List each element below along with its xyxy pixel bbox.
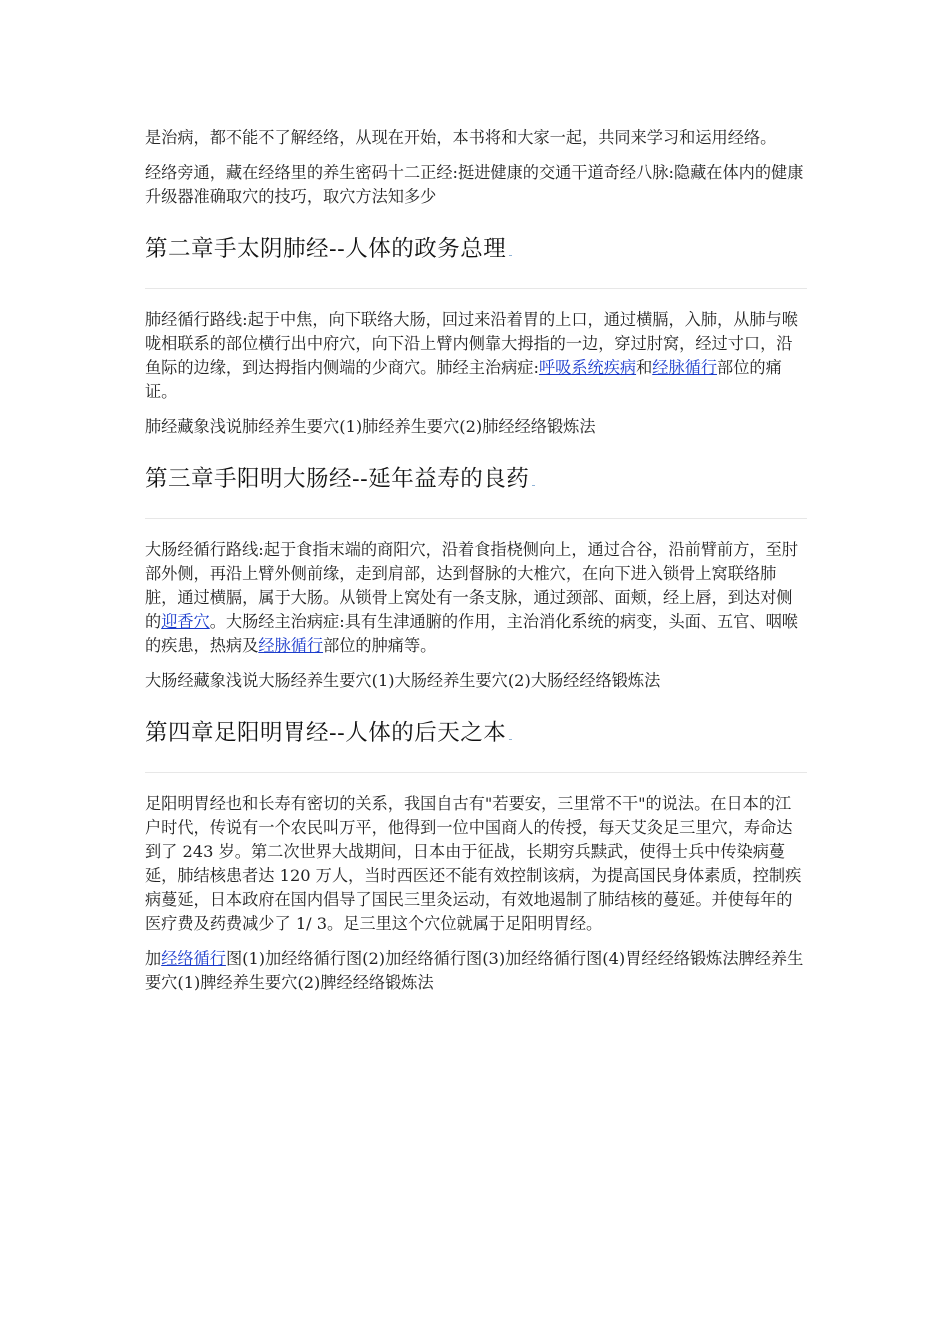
chapter-2-body-text-c: 部位的痛证。 [145,358,782,401]
spacer [145,704,807,718]
intro-paragraph-2: 经络旁通，藏在经络里的养生密码十二正经:挺进健康的交通干道奇经八脉:隐藏在体内的健康升级器准确取穴的技巧，取穴方法知多少 [145,163,804,206]
chapter-2-title-text: 第二章手太阴肺经--人体的政务总理 [145,236,507,262]
chapter-4-title-text: 第四章足阳明胃经--人体的后天之本 [145,720,507,746]
title-anchor-mark [509,739,512,740]
chapter-2-body-text-b: 和 [636,358,653,377]
chapter-3-body-text-a: 大肠经循行路线:起于食指末端的商阳穴，沿着食指桡侧向上，通过合谷，沿前臂前方，至肘部外侧，再沿上臂外侧前缘，走到肩部，达到督脉的大椎穴，在向下进入锁骨上窝联络肺脏，通过横膈，属于大肠。从锁骨上窝处有一条支脉，通过颈部、面颊，经上唇，到达对侧的 [145,540,798,631]
chapter-4-body: 足阳明胃经也和长寿有密切的关系，我国自古有"若要安，三里常不干"的说法。在日本的江户时代，传说有一个农民叫万平，他得到一位中国商人的传授，每天艾灸足三里穴，寿命达到了 243 岁。第二次世界大战期间，日本由于征战，长期穷兵黩武，使得士兵中传染病蔓延，肺结核患者达 120 万人，当时西医还不能有效控制该病，为提高国民身体素质，控制疾病蔓延，日本政府在国内倡导了国民三里灸运动，有效地遏制了肺结核的蔓延。并使每年的医疗费及药费减少了 1/ 3。足三里这个穴位就属于足阳明胃经。 [145,794,802,933]
chapter-2-title [145,234,807,264]
chapter-3-body-text-c: 部位的肿痛等。 [323,636,437,655]
chapter-2-body-text-a: 肺经循行路线:起于中焦，向下联络大肠，回过来沿着胃的上口，通过横膈，入肺，从肺与喉咙相联系的部位横行出中府穴，向下沿上臂内侧靠大拇指的一边，穿过肘窝，经过寸口，沿鱼际的边缘，到达拇指内侧端的少商穴。肺经主治病症: [145,310,798,377]
chapter-4-divider [145,772,807,773]
document-page [145,126,807,1006]
spacer [145,220,807,234]
chapter-2-divider [145,288,807,289]
link-yingxiang-point[interactable]: 迎香穴 [161,612,210,631]
link-meridian-course[interactable]: 经脉循行 [258,636,324,655]
intro-paragraph-1: 是治病，都不能不了解经络，从现在开始，本书将和大家一起，共同来学习和运用经络。 [145,128,777,147]
chapter-3-body-text-b: 。大肠经主治病症:具有生津通腑的作用，主治消化系统的病变，头面、五官、咽喉的疾患，热病及 [145,612,798,655]
chapter-3-subsections: 大肠经藏象浅说大肠经养生要穴(1)大肠经养生要穴(2)大肠经经络锻炼法 [145,671,661,690]
title-anchor-mark [509,255,512,256]
chapter-2-subsections: 肺经藏象浅说肺经养生要穴(1)肺经养生要穴(2)肺经经络锻炼法 [145,417,596,436]
chapter-3-body [145,538,807,658]
chapter-4-title [145,718,807,748]
title-anchor-mark [532,485,535,486]
chapter-2-body [145,308,807,404]
link-meridian-course[interactable]: 经脉循行 [652,358,718,377]
spacer [145,450,807,464]
chapter-4-sub-text-a: 加 [145,949,162,968]
chapter-3-title [145,464,807,494]
chapter-4-sub-text-b: 图(1)加经络循行图(2)加经络循行图(3)加经络循行图(4)胃经经络锻炼法脾经养生要穴(1)脾经养生要穴(2)脾经经络锻炼法 [145,949,804,992]
chapter-3-divider [145,518,807,519]
link-respiratory-disease[interactable]: 呼吸系统疾病 [538,358,637,377]
chapter-4-subsections [145,947,807,995]
chapter-3-title-text: 第三章手阳明大肠经--延年益寿的良药 [145,466,530,492]
link-meridian-circulation[interactable]: 经络循行 [161,949,226,968]
